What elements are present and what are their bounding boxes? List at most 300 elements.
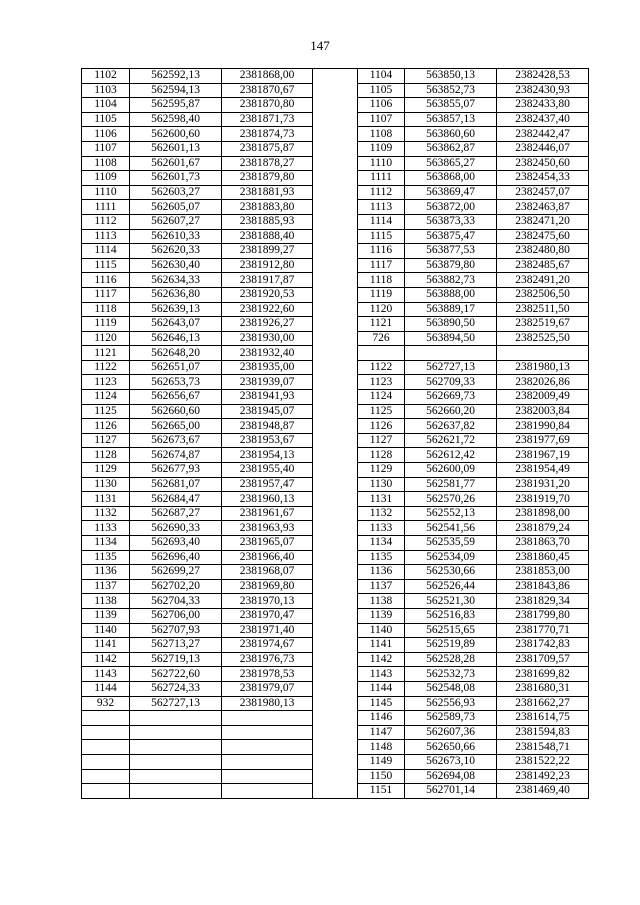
table-row xyxy=(82,156,589,171)
left-x-coordinate-cell: 562699,27 xyxy=(130,565,222,580)
right-x-coordinate-cell: 562516,83 xyxy=(405,608,497,623)
right-point-number-cell: 1112 xyxy=(358,185,405,200)
right-point-number-cell: 1120 xyxy=(358,302,405,317)
column-gap xyxy=(313,69,358,84)
right-y-coordinate-cell: 2382003,84 xyxy=(497,404,589,419)
right-x-coordinate-cell: 562581,77 xyxy=(405,477,497,492)
left-y-coordinate-cell: 2381971,40 xyxy=(222,623,313,638)
left-point-number-cell: 1134 xyxy=(82,536,130,551)
right-y-coordinate-cell: 2381548,71 xyxy=(497,740,589,755)
left-y-coordinate-cell: 2381955,40 xyxy=(222,463,313,478)
left-point-number-cell: 1143 xyxy=(82,667,130,682)
table-row xyxy=(82,185,589,200)
right-y-coordinate-cell: 2381709,57 xyxy=(497,652,589,667)
right-x-coordinate-cell: 562526,44 xyxy=(405,579,497,594)
right-point-number-cell: 1150 xyxy=(358,769,405,784)
left-point-number-cell: 1123 xyxy=(82,375,130,390)
left-y-coordinate-cell: 2381878,27 xyxy=(222,156,313,171)
column-gap xyxy=(313,141,358,156)
column-gap xyxy=(313,200,358,215)
right-y-coordinate-cell: 2381469,40 xyxy=(497,784,589,799)
left-point-number-cell xyxy=(82,740,130,755)
left-x-coordinate-cell: 562634,33 xyxy=(130,273,222,288)
right-y-coordinate-cell: 2382480,80 xyxy=(497,244,589,259)
right-y-coordinate-cell: 2382491,20 xyxy=(497,273,589,288)
table-row xyxy=(82,287,589,302)
right-x-coordinate-cell: 562515,65 xyxy=(405,623,497,638)
table-row xyxy=(82,273,589,288)
right-point-number-cell: 1148 xyxy=(358,740,405,755)
left-x-coordinate-cell: 562719,13 xyxy=(130,652,222,667)
left-x-coordinate-cell: 562656,67 xyxy=(130,390,222,405)
table-row xyxy=(82,477,589,492)
right-y-coordinate-cell: 2381799,80 xyxy=(497,608,589,623)
left-y-coordinate-cell: 2381868,00 xyxy=(222,69,313,84)
left-x-coordinate-cell: 562601,67 xyxy=(130,156,222,171)
coordinates-table-body xyxy=(82,69,589,799)
table-row xyxy=(82,112,589,127)
left-x-coordinate-cell: 562607,27 xyxy=(130,214,222,229)
left-point-number-cell: 1117 xyxy=(82,287,130,302)
right-y-coordinate-cell: 2381954,49 xyxy=(497,463,589,478)
column-gap xyxy=(313,725,358,740)
left-y-coordinate-cell: 2381874,73 xyxy=(222,127,313,142)
right-y-coordinate-cell: 2381863,70 xyxy=(497,536,589,551)
left-point-number-cell: 1125 xyxy=(82,404,130,419)
right-x-coordinate-cell: 563873,33 xyxy=(405,214,497,229)
column-gap xyxy=(313,477,358,492)
column-gap xyxy=(313,550,358,565)
left-x-coordinate-cell: 562610,33 xyxy=(130,229,222,244)
right-x-coordinate-cell: 563875,47 xyxy=(405,229,497,244)
left-y-coordinate-cell: 2381917,87 xyxy=(222,273,313,288)
right-y-coordinate-cell: 2381980,13 xyxy=(497,360,589,375)
table-row xyxy=(82,258,589,273)
left-y-coordinate-cell: 2381979,07 xyxy=(222,681,313,696)
right-point-number-cell: 1105 xyxy=(358,83,405,98)
right-x-coordinate-cell: 562701,14 xyxy=(405,784,497,799)
left-point-number-cell: 1112 xyxy=(82,214,130,229)
left-y-coordinate-cell: 2381883,80 xyxy=(222,200,313,215)
table-row xyxy=(82,681,589,696)
right-y-coordinate-cell: 2381990,84 xyxy=(497,419,589,434)
right-x-coordinate-cell: 562607,36 xyxy=(405,725,497,740)
left-x-coordinate-cell: 562704,33 xyxy=(130,594,222,609)
left-x-coordinate-cell: 562601,73 xyxy=(130,171,222,186)
table-row xyxy=(82,419,589,434)
right-x-coordinate-cell: 562589,73 xyxy=(405,711,497,726)
left-y-coordinate-cell: 2381978,53 xyxy=(222,667,313,682)
right-x-coordinate-cell: 563857,13 xyxy=(405,112,497,127)
right-x-coordinate-cell: 562534,09 xyxy=(405,550,497,565)
table-row xyxy=(82,302,589,317)
right-point-number-cell: 1132 xyxy=(358,506,405,521)
left-x-coordinate-cell xyxy=(130,740,222,755)
left-point-number-cell: 1141 xyxy=(82,638,130,653)
left-point-number-cell: 1115 xyxy=(82,258,130,273)
column-gap xyxy=(313,83,358,98)
right-x-coordinate-cell: 563850,13 xyxy=(405,69,497,84)
right-x-coordinate-cell: 562637,82 xyxy=(405,419,497,434)
left-point-number-cell: 1136 xyxy=(82,565,130,580)
table-row xyxy=(82,725,589,740)
column-gap xyxy=(313,185,358,200)
right-x-coordinate-cell: 563894,50 xyxy=(405,331,497,346)
right-y-coordinate-cell: 2381898,00 xyxy=(497,506,589,521)
right-y-coordinate-cell: 2381699,82 xyxy=(497,667,589,682)
column-gap xyxy=(313,419,358,434)
right-y-coordinate-cell: 2382428,53 xyxy=(497,69,589,84)
left-y-coordinate-cell: 2381881,93 xyxy=(222,185,313,200)
left-x-coordinate-cell: 562722,60 xyxy=(130,667,222,682)
column-gap xyxy=(313,214,358,229)
right-y-coordinate-cell: 2381919,70 xyxy=(497,492,589,507)
right-point-number-cell: 1138 xyxy=(358,594,405,609)
right-x-coordinate-cell: 562570,26 xyxy=(405,492,497,507)
left-x-coordinate-cell: 562673,67 xyxy=(130,433,222,448)
table-row xyxy=(82,536,589,551)
right-x-coordinate-cell: 562669,73 xyxy=(405,390,497,405)
right-point-number-cell: 1111 xyxy=(358,171,405,186)
left-y-coordinate-cell xyxy=(222,711,313,726)
right-x-coordinate-cell: 563868,00 xyxy=(405,171,497,186)
left-x-coordinate-cell: 562660,60 xyxy=(130,404,222,419)
right-y-coordinate-cell: 2381931,20 xyxy=(497,477,589,492)
right-x-coordinate-cell: 563855,07 xyxy=(405,98,497,113)
left-x-coordinate-cell: 562713,27 xyxy=(130,638,222,653)
left-y-coordinate-cell: 2381953,67 xyxy=(222,433,313,448)
left-y-coordinate-cell: 2381871,73 xyxy=(222,112,313,127)
right-point-number-cell: 726 xyxy=(358,331,405,346)
column-gap xyxy=(313,667,358,682)
left-point-number-cell: 1109 xyxy=(82,171,130,186)
column-gap xyxy=(313,302,358,317)
right-x-coordinate-cell: 562660,20 xyxy=(405,404,497,419)
right-x-coordinate-cell: 562530,66 xyxy=(405,565,497,580)
right-y-coordinate-cell: 2381879,24 xyxy=(497,521,589,536)
left-point-number-cell: 1114 xyxy=(82,244,130,259)
right-y-coordinate-cell: 2382475,60 xyxy=(497,229,589,244)
left-point-number-cell: 1119 xyxy=(82,317,130,332)
left-y-coordinate-cell: 2381935,00 xyxy=(222,360,313,375)
column-gap xyxy=(313,331,358,346)
right-point-number-cell: 1134 xyxy=(358,536,405,551)
column-gap xyxy=(313,638,358,653)
left-x-coordinate-cell: 562693,40 xyxy=(130,536,222,551)
left-x-coordinate-cell xyxy=(130,725,222,740)
column-gap xyxy=(313,681,358,696)
left-point-number-cell: 1144 xyxy=(82,681,130,696)
table-row xyxy=(82,346,589,361)
right-x-coordinate-cell: 563888,00 xyxy=(405,287,497,302)
table-row xyxy=(82,506,589,521)
left-y-coordinate-cell: 2381968,07 xyxy=(222,565,313,580)
right-point-number-cell: 1117 xyxy=(358,258,405,273)
left-point-number-cell: 1140 xyxy=(82,623,130,638)
left-y-coordinate-cell xyxy=(222,725,313,740)
right-x-coordinate-cell: 562535,59 xyxy=(405,536,497,551)
right-y-coordinate-cell: 2382471,20 xyxy=(497,214,589,229)
right-y-coordinate-cell: 2382454,33 xyxy=(497,171,589,186)
right-y-coordinate-cell: 2381522,22 xyxy=(497,754,589,769)
left-point-number-cell: 1122 xyxy=(82,360,130,375)
right-point-number-cell: 1135 xyxy=(358,550,405,565)
column-gap xyxy=(313,579,358,594)
left-point-number-cell: 1103 xyxy=(82,83,130,98)
left-y-coordinate-cell xyxy=(222,784,313,799)
table-row xyxy=(82,69,589,84)
right-y-coordinate-cell: 2382026,86 xyxy=(497,375,589,390)
right-x-coordinate-cell: 563852,73 xyxy=(405,83,497,98)
column-gap xyxy=(313,390,358,405)
right-y-coordinate-cell: 2382442,47 xyxy=(497,127,589,142)
right-x-coordinate-cell: 563872,00 xyxy=(405,200,497,215)
left-point-number-cell: 1142 xyxy=(82,652,130,667)
right-x-coordinate-cell: 563890,50 xyxy=(405,317,497,332)
right-y-coordinate-cell: 2381829,34 xyxy=(497,594,589,609)
right-x-coordinate-cell: 562521,30 xyxy=(405,594,497,609)
left-y-coordinate-cell: 2381888,40 xyxy=(222,229,313,244)
right-x-coordinate-cell: 563869,47 xyxy=(405,185,497,200)
left-point-number-cell: 1132 xyxy=(82,506,130,521)
column-gap xyxy=(313,346,358,361)
left-x-coordinate-cell: 562592,13 xyxy=(130,69,222,84)
left-y-coordinate-cell: 2381957,47 xyxy=(222,477,313,492)
right-x-coordinate-cell: 562600,09 xyxy=(405,463,497,478)
table-row xyxy=(82,463,589,478)
left-y-coordinate-cell: 2381875,87 xyxy=(222,141,313,156)
left-y-coordinate-cell: 2381899,27 xyxy=(222,244,313,259)
left-x-coordinate-cell: 562595,87 xyxy=(130,98,222,113)
table-row xyxy=(82,754,589,769)
left-x-coordinate-cell: 562643,07 xyxy=(130,317,222,332)
right-y-coordinate-cell: 2382463,87 xyxy=(497,200,589,215)
left-point-number-cell: 1108 xyxy=(82,156,130,171)
column-gap xyxy=(313,594,358,609)
left-x-coordinate-cell: 562600,60 xyxy=(130,127,222,142)
table-row xyxy=(82,740,589,755)
left-point-number-cell xyxy=(82,725,130,740)
column-gap xyxy=(313,127,358,142)
left-y-coordinate-cell: 2381963,93 xyxy=(222,521,313,536)
column-gap xyxy=(313,696,358,711)
left-x-coordinate-cell: 562724,33 xyxy=(130,681,222,696)
left-x-coordinate-cell xyxy=(130,754,222,769)
left-y-coordinate-cell: 2381969,80 xyxy=(222,579,313,594)
right-point-number-cell: 1145 xyxy=(358,696,405,711)
table-row xyxy=(82,652,589,667)
table-row xyxy=(82,433,589,448)
left-x-coordinate-cell: 562594,13 xyxy=(130,83,222,98)
table-row xyxy=(82,667,589,682)
right-x-coordinate-cell: 562519,89 xyxy=(405,638,497,653)
left-x-coordinate-cell: 562684,47 xyxy=(130,492,222,507)
right-x-coordinate-cell: 562612,42 xyxy=(405,448,497,463)
right-x-coordinate-cell: 563877,53 xyxy=(405,244,497,259)
right-y-coordinate-cell: 2381594,83 xyxy=(497,725,589,740)
left-point-number-cell: 1121 xyxy=(82,346,130,361)
table-row xyxy=(82,492,589,507)
left-y-coordinate-cell: 2381965,07 xyxy=(222,536,313,551)
left-point-number-cell xyxy=(82,769,130,784)
table-row xyxy=(82,390,589,405)
column-gap xyxy=(313,244,358,259)
column-gap xyxy=(313,769,358,784)
right-point-number-cell: 1106 xyxy=(358,98,405,113)
right-point-number-cell: 1141 xyxy=(358,638,405,653)
left-x-coordinate-cell: 562639,13 xyxy=(130,302,222,317)
left-x-coordinate-cell: 562687,27 xyxy=(130,506,222,521)
right-point-number-cell: 1130 xyxy=(358,477,405,492)
left-point-number-cell: 1105 xyxy=(82,112,130,127)
right-x-coordinate-cell: 562673,10 xyxy=(405,754,497,769)
right-x-coordinate-cell: 563889,17 xyxy=(405,302,497,317)
left-y-coordinate-cell: 2381932,40 xyxy=(222,346,313,361)
column-gap xyxy=(313,784,358,799)
left-point-number-cell: 1116 xyxy=(82,273,130,288)
right-point-number-cell: 1139 xyxy=(358,608,405,623)
right-y-coordinate-cell: 2381843,86 xyxy=(497,579,589,594)
table-row xyxy=(82,404,589,419)
right-x-coordinate-cell: 562650,66 xyxy=(405,740,497,755)
left-point-number-cell: 1139 xyxy=(82,608,130,623)
right-y-coordinate-cell: 2382457,07 xyxy=(497,185,589,200)
left-y-coordinate-cell: 2381970,13 xyxy=(222,594,313,609)
column-gap xyxy=(313,156,358,171)
column-gap xyxy=(313,112,358,127)
left-y-coordinate-cell xyxy=(222,740,313,755)
right-point-number-cell: 1137 xyxy=(358,579,405,594)
right-point-number-cell: 1146 xyxy=(358,711,405,726)
right-x-coordinate-cell: 563862,87 xyxy=(405,141,497,156)
left-x-coordinate-cell: 562706,00 xyxy=(130,608,222,623)
right-y-coordinate-cell: 2381492,23 xyxy=(497,769,589,784)
left-x-coordinate-cell: 562630,40 xyxy=(130,258,222,273)
table-row xyxy=(82,171,589,186)
right-point-number-cell: 1142 xyxy=(358,652,405,667)
right-y-coordinate-cell: 2382430,93 xyxy=(497,83,589,98)
right-point-number-cell: 1109 xyxy=(358,141,405,156)
left-y-coordinate-cell: 2381974,67 xyxy=(222,638,313,653)
left-y-coordinate-cell: 2381926,27 xyxy=(222,317,313,332)
table-row xyxy=(82,141,589,156)
right-point-number-cell: 1114 xyxy=(358,214,405,229)
column-gap xyxy=(313,463,358,478)
table-row xyxy=(82,711,589,726)
right-y-coordinate-cell: 2382450,60 xyxy=(497,156,589,171)
left-x-coordinate-cell: 562665,00 xyxy=(130,419,222,434)
column-gap xyxy=(313,258,358,273)
table-row xyxy=(82,550,589,565)
column-gap xyxy=(313,317,358,332)
right-x-coordinate-cell: 562541,56 xyxy=(405,521,497,536)
left-point-number-cell: 1137 xyxy=(82,579,130,594)
left-point-number-cell: 1133 xyxy=(82,521,130,536)
column-gap xyxy=(313,404,358,419)
column-gap xyxy=(313,98,358,113)
table-row xyxy=(82,696,589,711)
column-gap xyxy=(313,711,358,726)
table-row xyxy=(82,623,589,638)
table-row xyxy=(82,375,589,390)
table-row xyxy=(82,214,589,229)
left-point-number-cell xyxy=(82,784,130,799)
left-point-number-cell: 1131 xyxy=(82,492,130,507)
left-y-coordinate-cell: 2381930,00 xyxy=(222,331,313,346)
right-y-coordinate-cell: 2381860,45 xyxy=(497,550,589,565)
left-point-number-cell: 1104 xyxy=(82,98,130,113)
left-y-coordinate-cell: 2381966,40 xyxy=(222,550,313,565)
right-point-number-cell: 1119 xyxy=(358,287,405,302)
right-x-coordinate-cell: 562727,13 xyxy=(405,360,497,375)
page-number: 147 xyxy=(310,38,330,53)
right-y-coordinate-cell: 2382433,80 xyxy=(497,98,589,113)
left-x-coordinate-cell: 562601,13 xyxy=(130,141,222,156)
table-row xyxy=(82,638,589,653)
left-y-coordinate-cell: 2381885,93 xyxy=(222,214,313,229)
right-point-number-cell: 1140 xyxy=(358,623,405,638)
right-x-coordinate-cell: 562552,13 xyxy=(405,506,497,521)
right-y-coordinate-cell: 2382437,40 xyxy=(497,112,589,127)
right-point-number-cell: 1126 xyxy=(358,419,405,434)
left-y-coordinate-cell: 2381912,80 xyxy=(222,258,313,273)
column-gap xyxy=(313,171,358,186)
right-point-number-cell: 1143 xyxy=(358,667,405,682)
table-row xyxy=(82,594,589,609)
right-y-coordinate-cell: 2382525,50 xyxy=(497,331,589,346)
left-y-coordinate-cell: 2381976,73 xyxy=(222,652,313,667)
column-gap xyxy=(313,623,358,638)
left-y-coordinate-cell: 2381945,07 xyxy=(222,404,313,419)
right-y-coordinate-cell: 2382009,49 xyxy=(497,390,589,405)
right-x-coordinate-cell: 563882,73 xyxy=(405,273,497,288)
table-row xyxy=(82,521,589,536)
left-y-coordinate-cell xyxy=(222,754,313,769)
right-point-number-cell: 1127 xyxy=(358,433,405,448)
table-row xyxy=(82,98,589,113)
right-x-coordinate-cell: 562709,33 xyxy=(405,375,497,390)
right-x-coordinate-cell: 562621,72 xyxy=(405,433,497,448)
right-x-coordinate-cell: 562556,93 xyxy=(405,696,497,711)
left-x-coordinate-cell: 562707,93 xyxy=(130,623,222,638)
left-point-number-cell: 1129 xyxy=(82,463,130,478)
right-y-coordinate-cell: 2381662,27 xyxy=(497,696,589,711)
table-row xyxy=(82,127,589,142)
left-y-coordinate-cell: 2381980,13 xyxy=(222,696,313,711)
left-y-coordinate-cell: 2381948,87 xyxy=(222,419,313,434)
left-x-coordinate-cell: 562702,20 xyxy=(130,579,222,594)
right-y-coordinate-cell: 2381614,75 xyxy=(497,711,589,726)
right-point-number-cell: 1118 xyxy=(358,273,405,288)
left-y-coordinate-cell: 2381941,93 xyxy=(222,390,313,405)
right-point-number-cell: 1104 xyxy=(358,69,405,84)
column-gap xyxy=(313,287,358,302)
right-x-coordinate-cell: 562528,28 xyxy=(405,652,497,667)
column-gap xyxy=(313,360,358,375)
right-x-coordinate-cell: 563879,80 xyxy=(405,258,497,273)
column-gap xyxy=(313,652,358,667)
right-point-number-cell: 1128 xyxy=(358,448,405,463)
right-point-number-cell: 1108 xyxy=(358,127,405,142)
table-row xyxy=(82,448,589,463)
left-point-number-cell: 1102 xyxy=(82,69,130,84)
left-point-number-cell: 1138 xyxy=(82,594,130,609)
left-x-coordinate-cell: 562653,73 xyxy=(130,375,222,390)
left-point-number-cell xyxy=(82,711,130,726)
left-x-coordinate-cell xyxy=(130,784,222,799)
right-point-number-cell: 1116 xyxy=(358,244,405,259)
left-x-coordinate-cell: 562674,87 xyxy=(130,448,222,463)
